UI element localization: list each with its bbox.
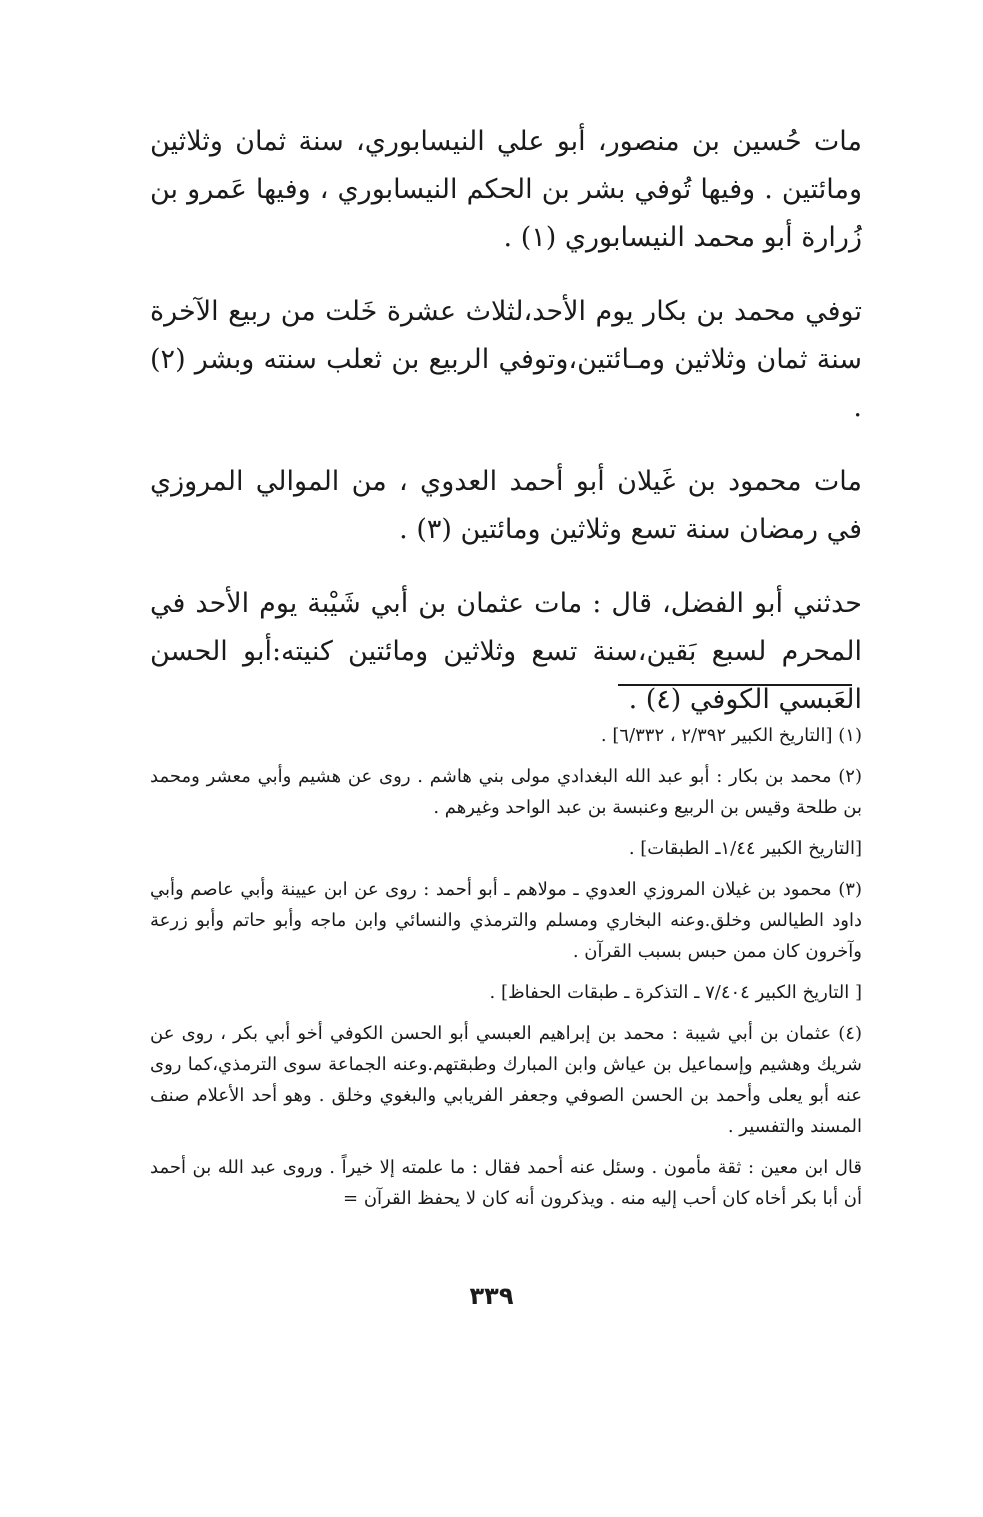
- footnotes: [150, 720, 862, 1224]
- paragraph-muhammad-bin-bakkar: توفي محمد بن بكار يوم الأحد،لثلاث عشرة خَلت من ربيع الآخرة سنة ثمان وثلاثين ومـائتين،وتوفي الربيع بن ثعلب سنته وبشر (٢) .: [150, 296, 862, 423]
- footnote-3: (٣) محمود بن غيلان المروزي العدوي ـ مولاهم ـ أبو أحمد : روى عن ابن عيينة وأبي عاصم وأبي داود الطيالس وخلق.وعنه البخاري ومسلم والترمذي والنسائي وابن ماجه وأبو حاتم وأبو زرعة وآخرون كان ممن حبس بسبب القرآن .: [150, 879, 862, 962]
- footnote-4-continuation: قال ابن معين : ثقة مأمون . وسئل عنه أحمد فقال : ما علمته إلا خيراً . وروى عبد الله بن أحمد أن أبا بكر أخاه كان أحب إليه منه . ويذكرون أنه كان لا يحفظ القرآن =: [150, 1157, 862, 1209]
- footnote-divider: [618, 684, 852, 686]
- footnote-4: (٤) عثمان بن أبي شيبة : محمد بن إبراهيم العبسي أبو الحسن الكوفي أخو أبي بكر ، روى عن شريك وهشيم وإسماعيل بن عياش وابن المبارك وطبقتهم.وعنه الجماعة سوى الترمذي،كما روى عنه أبو يعلى وأحمد بن الحسن الصوفي وجعفر الفريابي والبغوي وخلق . وهو أحد الأعلام صنف المسند والتفسير .: [150, 1023, 862, 1137]
- footnote-2-reference: [التاريخ الكبير ١/٤٤ـ الطبقات] .: [628, 838, 862, 859]
- main-text: [150, 118, 862, 750]
- footnote-3-reference: [ التاريخ الكبير ٧/٤٠٤ ـ التذكرة ـ طبقات الحفاظ] .: [489, 982, 862, 1003]
- footnote-1: (١) [التاريخ الكبير ٢/٣٩٢ ، ٦/٣٣٢] .: [600, 725, 862, 746]
- paragraph-uthman-bin-abi-shayba: حدثني أبو الفضل، قال : مات عثمان بن أبي شَيْبة يوم الأحد في المحرم لسبع بَقين،سنة تسع وثلاثين ومائتين كنيته:أبو الحسن العَبسي الكوفي (٤) .: [150, 588, 862, 715]
- page-number: ٣٣٩: [469, 1282, 514, 1310]
- paragraph-mahmud-bin-ghaylan: مات محمود بن غَيلان أبو أحمد العدوي ، من الموالي المروزي في رمضان سنة تسع وثلاثين ومائتين (٣) .: [150, 466, 862, 545]
- paragraph-husain-bin-mansur: مات حُسين بن منصور، أبو علي النيسابوري، سنة ثمان وثلاثين ومائتين . وفيها تُوفي بشر بن الحكم النيسابوري ، وفيها عَمرو بن زُرارة أبو محمد النيسابوري (١) .: [150, 126, 862, 253]
- footnote-2: (٢) محمد بن بكار : أبو عبد الله البغدادي مولى بني هاشم . روى عن هشيم وأبي معشر ومحمد بن طلحة وقيس بن الربيع وعنبسة بن عبد الواحد وغيرهم .: [150, 766, 862, 818]
